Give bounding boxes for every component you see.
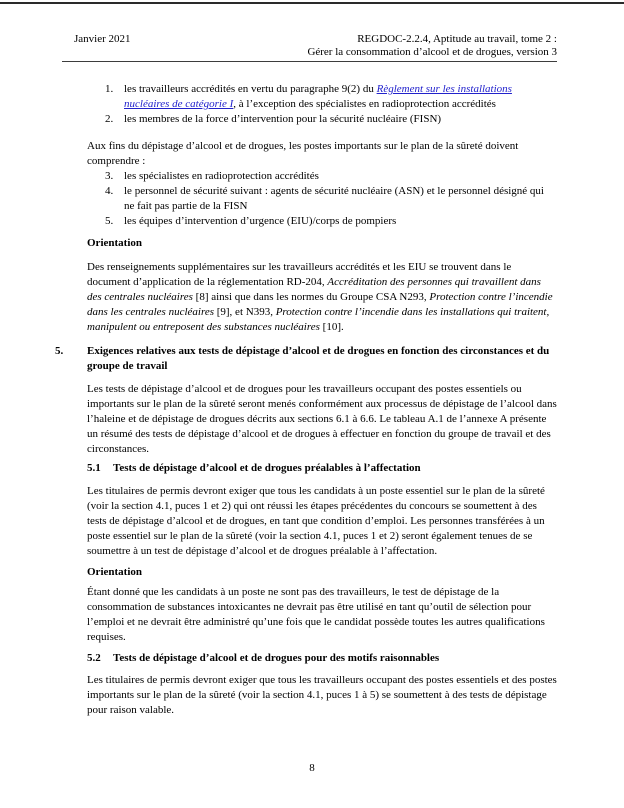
text-run: Des renseignements supplémentaires sur les travailleurs accrédités et les EIU se trouvent dans le document d’application de la réglementation RD-204, [87,261,512,288]
section-5-1-paragraph: Les titulaires de permis devront exiger que tous les candidats à un poste essentiel sur le plan de la sûreté (voir la section 4.1, puces 1 et 2) qui ont réussi les étapes précédentes du concours se soumettent à des tests de dépistage d’alcool et de drogues, en tant que condition d’emploi. Les personnes transférées à un poste essentiel sur le plan de la sûreté (voir la section 4.1, puces 1 et 2) seront également tenues de se soumettre à un test de dépistage d’alcool et de drogues préalable à l’affectation. [87,485,545,557]
safety-positions-list [87,169,557,229]
text-run: les travailleurs accrédités en vertu du paragraphe 9(2) du [124,83,377,95]
list-item [87,112,557,127]
page-header [62,33,557,62]
header-doc-title [307,33,557,59]
list-item-text [124,169,557,184]
header-date: Janvier 2021 [74,33,131,45]
list-item-text [124,184,557,214]
list-item-number: 4. [105,185,114,197]
section-5-paragraph: Les tests de dépistage d’alcool et de drogues pour les travailleurs occupant des postes essentiels ou importants sur le plan de la sûreté seront menés conformément aux processus de dépistage de l’alcool dans l’haleine et de dépistage de drogues décrits aux sections 6.1 à 6.6. Le tableau A.1 de l’annexe A présente un résumé des tests de dépistage d’alcool et de drogues à effectuer en fonction du groupe de travail et des circonstances. [87,383,557,455]
regulation-link[interactable]: Règlement sur les installations nucléaires de catégorie I [124,83,512,110]
orientation-references-paragraph [87,260,557,335]
list-item-number: 1. [105,83,114,95]
list-item-number: 3. [105,170,114,182]
list-item [87,184,557,214]
header-doc-title-line-2: Gérer la consommation d’alcool et de drogues, version 3 [307,46,557,58]
list-item [87,214,557,229]
text-run: Accréditation des personnes qui travaillent dans des centrales nucléaires [87,276,541,303]
section-5-2-paragraph: Les titulaires de permis devront exiger que tous les travailleurs occupant des postes essentiels et des postes importants sur le plan de la sûreté (voir la section 4.1, puces 1 à 5) se soumettent à des tests de dépistage pour raison valable. [87,674,557,716]
orientation-heading: Orientation [87,566,142,578]
section-5-heading [55,344,557,374]
page-footer [0,761,624,776]
text-run: les équipes d’intervention d’urgence (EIU)/corps de pompiers [124,215,397,227]
list-item-text [124,112,557,127]
section-5-2-heading [87,651,557,666]
text-run: , à l’exception des spécialistes en radioprotection accrédités [233,98,496,110]
page-number: 8 [309,762,315,774]
section-number: 5.1 [87,462,101,474]
list-item-number: 5. [105,215,114,227]
section-number: 5.2 [87,652,101,664]
section-title: Tests de dépistage d’alcool et de drogues préalables à l’affectation [113,462,421,474]
section-title: Tests de dépistage d’alcool et de drogues pour des motifs raisonnables [113,652,440,664]
section-number: 5. [55,345,64,357]
list-item [87,169,557,184]
section-5-1-orientation-paragraph: Étant donné que les candidats à un poste ne sont pas des travailleurs, le test de dépistage de la consommation de substances intoxicantes ne devrait pas être utilisé en tant qu’outil de sélection pour l’emploi et ne devrait être administré qu’une fois que le candidat possède toutes les autres qualifications requises. [87,586,545,643]
text-run: les spécialistes en radioprotection accrédités [124,170,319,182]
accredited-workers-list [87,82,557,127]
text-run: [9], et N393, [213,306,276,318]
section-5-1-heading [87,461,557,476]
text-run: [8] ainsi que dans les normes du Groupe CSA N293, [192,291,430,303]
top-border-line [0,2,624,4]
text-run: le personnel de sécurité suivant : agents de sécurité nucléaire (ASN) et le personnel désigné qui ne fait pas partie de la FISN [124,185,544,212]
intro-paragraph: Aux fins du dépistage d’alcool et de drogues, les postes importants sur le plan de la sûreté doivent comprendre : [87,140,519,167]
header-doc-title-line-1: REGDOC-2.2.4, Aptitude au travail, tome 2 : [357,33,557,45]
list-item-text [124,214,557,229]
list-item [87,82,557,112]
text-run: Protection contre l’incendie dans les installations qui traitent, manipulent ou entreposent des substances nucléaires [87,306,550,333]
text-run: les membres de la force d’intervention pour la sécurité nucléaire (FISN) [124,113,442,125]
list-item-text [124,82,557,112]
text-run: [10]. [319,321,344,333]
document-body [55,82,557,718]
text-run: Protection contre l’incendie dans les centrales nucléaires [87,291,553,318]
section-title: Exigences relatives aux tests de dépistage d’alcool et de drogues en fonction des circonstances et du groupe de travail [87,345,550,372]
list-item-number: 2. [105,113,114,125]
orientation-heading: Orientation [87,237,142,249]
